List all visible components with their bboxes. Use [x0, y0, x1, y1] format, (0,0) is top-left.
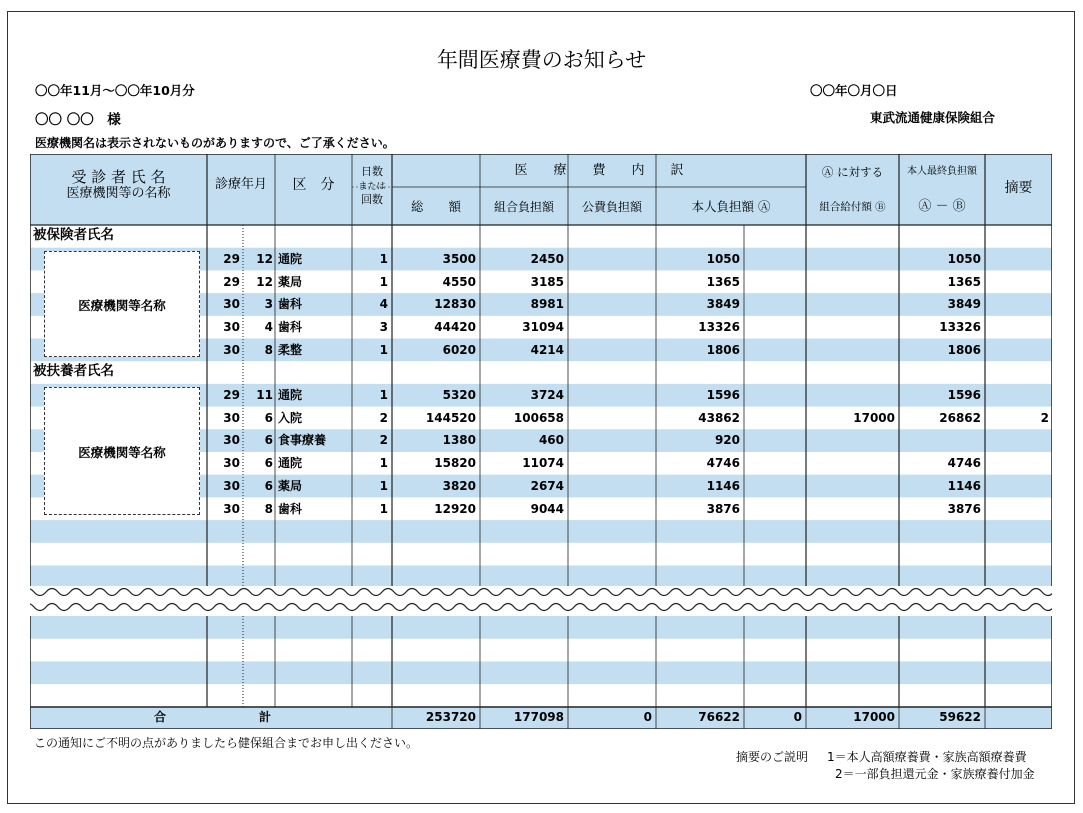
- legend-line-1: 1＝本人高額療養費・家族高額療養費: [827, 750, 1027, 764]
- cell-category: 歯科: [278, 297, 303, 312]
- cell-days: 3: [379, 320, 388, 335]
- cell-days: 1: [379, 501, 388, 516]
- cell-year: 30: [223, 433, 240, 448]
- cell-total: 44420: [434, 320, 476, 335]
- cell-final: 4746: [947, 456, 981, 471]
- cell-total: 5320: [442, 388, 476, 402]
- cell-days: 1: [379, 388, 388, 402]
- cell-self: 43862: [698, 410, 740, 425]
- cell-category: 歯科: [278, 320, 303, 335]
- cell-year: 30: [223, 297, 240, 312]
- cell-total: 3500: [442, 252, 476, 266]
- header-institution: 医療機関等の名称: [66, 186, 171, 201]
- cell-total: 3820: [442, 478, 476, 493]
- totals-self-extra: 0: [793, 710, 802, 724]
- cell-final: 1146: [947, 478, 981, 493]
- header-final-top: 本人最終負担額: [907, 166, 977, 177]
- cell-category: 柔整: [278, 342, 303, 357]
- cell-days: 1: [379, 456, 388, 471]
- totals-union: 177098: [513, 710, 564, 724]
- cell-year: 30: [223, 456, 240, 471]
- cell-self: 4746: [706, 456, 740, 471]
- header-category: 区 分: [292, 177, 335, 193]
- cell-month: 6: [264, 410, 273, 425]
- cell-days: 2: [379, 410, 388, 425]
- cell-days: 4: [379, 297, 388, 312]
- cell-final: 3876: [947, 501, 981, 516]
- cell-year: 30: [223, 320, 240, 335]
- totals-self: 76622: [698, 710, 740, 724]
- cell-days: 2: [379, 433, 388, 448]
- cell-self: 1050: [706, 252, 740, 266]
- cell-month: 6: [264, 433, 273, 448]
- cell-total: 4550: [442, 274, 476, 289]
- legend-line-2: 2＝一部負担還元金・家族療養付加金: [835, 767, 1035, 781]
- cell-total: 12920: [434, 501, 476, 516]
- header-days-bot: 回数: [361, 193, 383, 206]
- totals-label-b: 計: [258, 710, 271, 724]
- issuer-name: 東武流通健康保険組合: [870, 110, 996, 125]
- cell-union: 3185: [530, 274, 564, 289]
- cell-union: 9044: [530, 501, 564, 516]
- cell-category: 通院: [278, 388, 303, 402]
- cell-self: 1365: [706, 274, 740, 289]
- totals-public: 0: [643, 710, 652, 724]
- cell-final: 1050: [947, 252, 981, 266]
- cell-month: 12: [256, 252, 273, 266]
- cell-category: 歯科: [278, 501, 303, 516]
- cell-total: 12830: [434, 297, 476, 312]
- notice-text: 医療機関名は表示されないものがありますので、ご了承ください。: [35, 136, 395, 150]
- cell-final: 3849: [947, 297, 981, 312]
- header-patient: 受 診 者 氏 名: [71, 168, 166, 186]
- cell-total: 144520: [425, 410, 476, 425]
- totals-final: 59622: [939, 710, 981, 724]
- recipient-name: 〇〇 〇〇 様: [35, 112, 121, 128]
- totals-benefit: 17000: [853, 710, 895, 724]
- header-self: 本人負担額 Ⓐ: [691, 199, 771, 214]
- issue-date: 〇〇年〇月〇日: [810, 83, 898, 98]
- legend-label: 摘要のご説明: [736, 750, 809, 764]
- cell-month: 3: [264, 297, 273, 312]
- cell-final: 1806: [947, 342, 981, 357]
- cell-total: 15820: [434, 456, 476, 471]
- cell-self: 3876: [706, 501, 740, 516]
- institution-box-dependent: [44, 387, 200, 515]
- cell-category: 食事療養: [278, 433, 327, 448]
- cell-year: 29: [223, 274, 240, 289]
- page-title: 年間医療費のお知らせ: [436, 48, 647, 72]
- cell-union: 31094: [522, 320, 564, 335]
- institution-name-insured: 医療機関等名称: [78, 298, 166, 313]
- cell-days: 1: [379, 274, 388, 289]
- header-days-mid: または: [358, 182, 386, 192]
- cell-union: 3724: [530, 388, 564, 402]
- header-month: 診療年月: [214, 177, 267, 192]
- cell-note: 2: [1040, 410, 1049, 425]
- totals-label-a: 合: [153, 710, 166, 724]
- header-days-top: 日数: [361, 165, 383, 178]
- cell-self: 1806: [706, 342, 740, 357]
- cell-days: 1: [379, 478, 388, 493]
- cell-total: 6020: [442, 342, 476, 357]
- cell-category: 通院: [278, 252, 303, 266]
- header-breakdown: 医 療 費 内 訳: [514, 163, 684, 178]
- cell-year: 30: [223, 342, 240, 357]
- cell-month: 11: [256, 388, 273, 402]
- header-benefit-top: Ⓐ に対する: [821, 165, 884, 179]
- cell-category: 通院: [278, 456, 303, 471]
- cell-benefit: 17000: [853, 410, 895, 425]
- cell-final: 26862: [939, 410, 981, 425]
- header-union: 組合負担額: [493, 200, 554, 214]
- cell-month: 8: [264, 342, 273, 357]
- cell-month: 6: [264, 478, 273, 493]
- header-note: 摘要: [1004, 180, 1033, 196]
- cell-month: 6: [264, 456, 273, 471]
- cell-year: 30: [223, 478, 240, 493]
- cell-union: 100658: [513, 410, 564, 425]
- header-final-bot: Ⓐ － Ⓑ: [918, 199, 966, 214]
- cell-category: 入院: [278, 410, 303, 425]
- cell-self: 13326: [698, 320, 740, 335]
- cell-month: 12: [256, 274, 273, 289]
- header-total: 総 額: [410, 199, 461, 214]
- table-break-gap: [30, 586, 1052, 616]
- cell-final: 1365: [947, 274, 981, 289]
- cell-self: 920: [714, 433, 740, 448]
- cell-year: 30: [223, 501, 240, 516]
- section-dependent-label: 被扶養者氏名: [33, 363, 114, 379]
- cell-union: 2674: [530, 478, 564, 493]
- cell-union: 460: [538, 433, 564, 448]
- cell-month: 4: [264, 320, 273, 335]
- institution-name-dependent: 医療機関等名称: [78, 445, 166, 460]
- cell-category: 薬局: [278, 478, 303, 493]
- cell-days: 1: [379, 252, 388, 266]
- cell-union: 8981: [530, 297, 564, 312]
- section-insured-label: 被保険者氏名: [33, 227, 114, 243]
- cell-total: 1380: [442, 433, 476, 448]
- totals-total: 253720: [425, 710, 476, 724]
- cell-union: 4214: [530, 342, 564, 357]
- cell-category: 薬局: [278, 274, 303, 289]
- cell-union: 2450: [530, 252, 564, 266]
- cell-final: 1596: [947, 388, 981, 402]
- cell-self: 1596: [706, 388, 740, 402]
- cell-self: 1146: [706, 478, 740, 493]
- cell-month: 8: [264, 501, 273, 516]
- header-public: 公費負担額: [581, 200, 642, 214]
- cell-year: 30: [223, 410, 240, 425]
- cell-year: 29: [223, 252, 240, 266]
- cell-union: 11074: [522, 456, 564, 471]
- cell-final: 13326: [939, 320, 981, 335]
- medical-cost-table: [30, 154, 1052, 729]
- cell-self: 3849: [706, 297, 740, 312]
- header-benefit-bot: 組合給付額 Ⓑ: [819, 201, 886, 213]
- institution-box-insured: [44, 251, 200, 357]
- cell-days: 1: [379, 342, 388, 357]
- period-label: 〇〇年11月～〇〇年10月分: [35, 83, 195, 98]
- cell-year: 29: [223, 388, 240, 402]
- footer-note: この通知にご不明の点がありましたら健保組合までお申し出ください。: [34, 736, 419, 750]
